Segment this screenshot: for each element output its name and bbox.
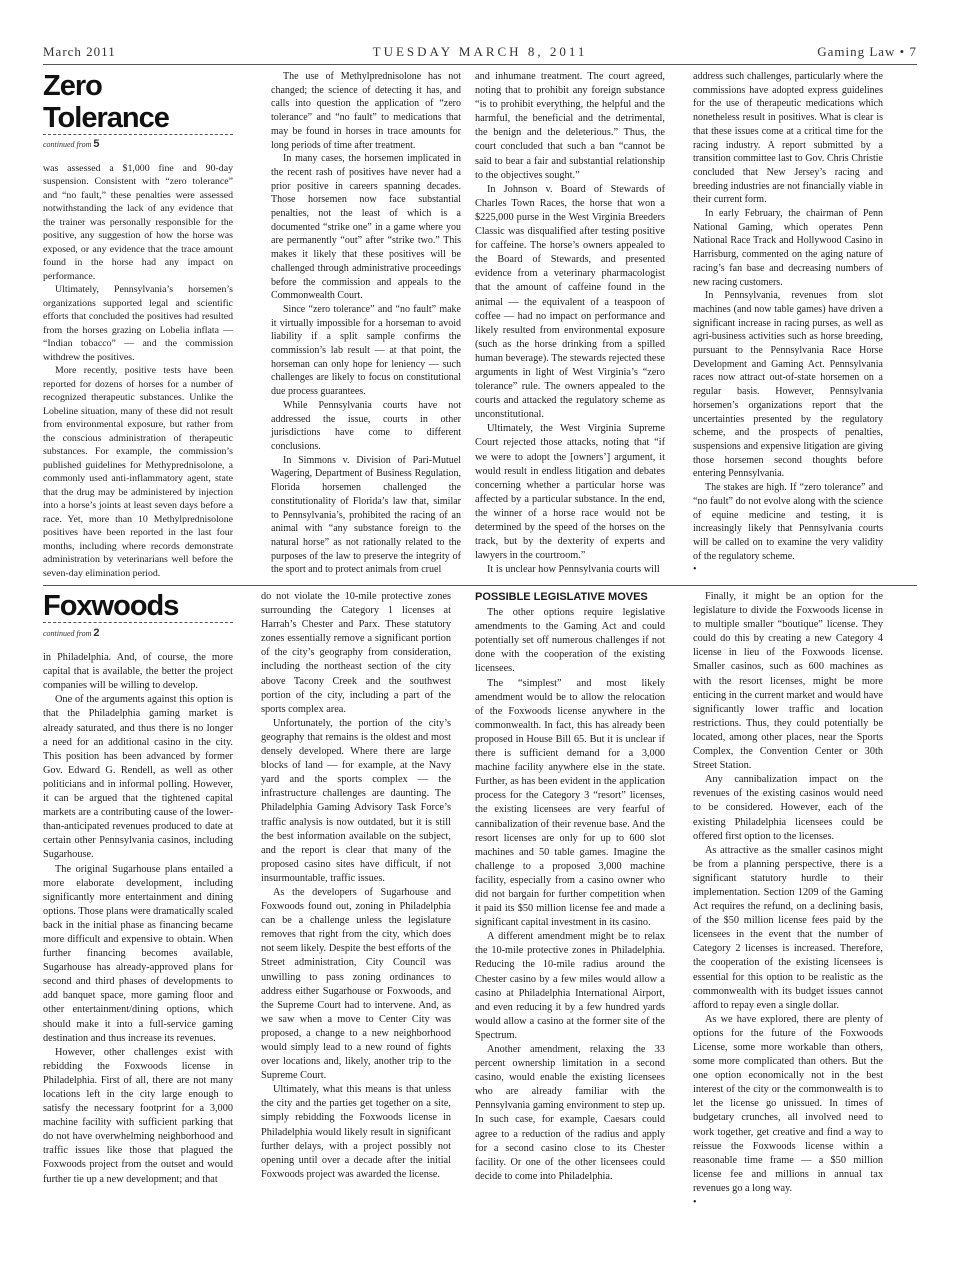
paragraph: In Johnson v. Board of Stewards of Charles Town Races, the horse that won a $225,000 purse in the West Virginia Breeders Classic was disqualified after testing positive for caffeine. The horse’s owners appealed to the Board of Stewards, and presented evidence from a veterinary pharmacologist that the amount of caffeine found in the animal — the equivalent of a teaspoon of coffee — had no impact on performance and likely resulted from environmental exposure (such as the horse drinking from a spilled human beverage). The stewards rejected these arguments in light of West Virginia’s “zero tolerance” rule. The owners appealed to the courts and attacked the regulatory scheme as unconstitutional. <box>475 183 665 421</box>
paragraph: It is unclear how Pennsylvania courts will <box>487 564 660 576</box>
article-title: Zero Tolerance <box>43 70 169 134</box>
fox-col-4 <box>693 590 883 1210</box>
paragraph: The other options require legislative amendments to the Gaming Act and could potentially set off numerous challenges if not done with the cooperation of the existing licensees. <box>475 607 665 675</box>
paragraph: A different amendment might be to relax the 10-mile protective zones in Philadelphia. Reducing the 10-mile radius around the Chester casino by a few miles would allow a casino at Philadelphia International Airport, and even reducing it by a few hundred yards would allow a casino at the former site of the Spectrum. <box>475 931 665 1041</box>
continued-label: continued from <box>43 629 92 638</box>
continued-from <box>43 622 233 651</box>
paragraph: As we have explored, there are plenty of options for the future of the Foxwoods License, some more workable than others, some more complicated than others. But the one option economically not in the best interest of the city or the commonwealth is to let the license go unissued. In times of budgetary crunches, all involved need to work together, get creative and find a way to reissue the Foxwoods license within a reasonable time frame — a $50 million license fee and millions in annual tax revenues go a long way. <box>693 1013 883 1194</box>
paragraph: was assessed a $1,000 fine and 90-day suspension. Consistent with “zero tolerance” and “no fault,” these penalties were assessed notwithstanding the lack of any evidence that the trainer was personally responsible for the positive, any suggestion of how the horse was exposed, or any evidence that the trace amount found in the horse had any impact on performance. <box>43 162 233 282</box>
running-header-section: Gaming Law • 7 <box>817 44 917 59</box>
paragraph: in Philadelphia. And, of course, the more capital that is available, the better the project companies will be willing to develop. <box>43 652 233 692</box>
paragraph: More recently, positive tests have been reported for dozens of horses for a number of recognized therapeutic substances. Unlike the Lobeline situation, many of these did not result from environmental exposure, but rather from the conscious administration of therapeutic substances. For example, the commission’s published guidelines for Methyprednisolone, a commonly used anti-inflammatory agent, state that the drug may be administered by injection into a horse’s joints at least seven days before a race. Yet, more than 10 Methylprednisolone positives have been reported in the last four months, including where records demonstrate administration by veterinarians well before the seven-day elimination period. <box>43 365 233 579</box>
paragraph: Ultimately, what this means is that unless the city and the parties get together on a site, simply rebidding the Foxwoods license in Philadelphia would likely result in significant further delays, with a project possibly not opening until over a decade after the initial Foxwoods project was awarded the license. <box>261 1084 451 1180</box>
paragraph: Finally, it might be an option for the legislature to divide the Foxwoods license in to multiple smaller “boutique” license. They could do this by creating a new Category 4 license in lieu of the Foxwoods license. Smaller casinos, such as 600 machines as with the resort licenses, might be more enticing in the current market and would have significantly lower traffic and location restrictions. Thus, they could potentially be located, among other places, near the Sports Complex, the Convention Center or 30th Street Station. <box>693 591 883 772</box>
continued-page: 5 <box>93 138 100 150</box>
running-header-month: March 2011 <box>43 44 116 59</box>
paragraph: However, other challenges exist with rebidding the Foxwoods license in Philadelphia. First of all, there are not many locations left in the city large enough to satisfy the necessary footprint for a 3,000 machine facility with sufficient parking that do not have overwhelming neighborhood and traffic issues like those that plagued the Foxwoods project from the outset and would further tie up a new development; and that <box>43 1046 233 1185</box>
paragraph: Ultimately, Pennsylvania’s horsemen’s organizations supported legal and scientific efforts that concluded the positives had resulted from the horses grazing on Lobelia inflata — “Indian tobacco” — and the commission withdrew the positives. <box>43 284 233 363</box>
running-header-date: TUESDAY MARCH 8, 2011 <box>372 44 588 59</box>
paragraph: The stakes are high. If “zero tolerance” and “no fault” do not evolve along with the science of equine medicine and testing, it is increasingly likely that Pennsylvania courts will be called on to examine the very validity of the regulatory scheme. <box>693 482 883 562</box>
header-rule <box>43 64 917 65</box>
paragraph: do not violate the 10-mile protective zones surrounding the Category 1 licenses at Harrah’s Chester and Parx. These statutory zones essentially remove a significant portion of the city’s geography from consideration, including the northeast section of the city above Tacony Creek and the southwest portion of the city, including a part of the sports complex area. <box>261 591 451 715</box>
article-title: Foxwoods <box>43 590 179 622</box>
continued-page: 2 <box>93 627 100 639</box>
continued-from <box>43 134 233 162</box>
zero-col-2 <box>271 70 461 577</box>
fox-col-1 <box>43 590 233 1187</box>
paragraph: In Simmons v. Division of Pari-Mutuel Wagering, Department of Business Regulation, Florida horsemen challenged the constitutionality of Florida’s law that, similar to Pennsylvania’s, prohibited the racing of an animal with “any substance foreign to the natural horse” as not rationally related to the purposes of the law to preserve the integrity of the sport and to protect animals from cruel <box>271 454 461 576</box>
fox-col-2 <box>261 590 451 1182</box>
paragraph: Since “zero tolerance” and “no fault” make it virtually impossible for a horseman to avoid liability if a split sample confirms the commission’s lab result — at that point, the horseman can only hope for leniency — such challenges are likely to focus on constitutional due process guarantees. <box>271 303 461 398</box>
zero-col-1 <box>43 70 233 580</box>
paragraph: In early February, the chairman of Penn National Gaming, which operates Penn National Race Track and Hollywood Casino in Harrisburg, commented on the aging nature of racing’s fan base and decreasing numbers of new racing customers. <box>693 208 883 288</box>
end-mark: • <box>693 1197 697 1209</box>
paragraph: Another amendment, relaxing the 33 percent ownership limitation in a second casino, would enable the existing licensees who are already familiar with the Pennsylvania gaming environment to step up. In such case, for example, Caesars could agree to a reduction of the radius and apply for a second casino close to its Chester facility. Or one of the other licensees could decide to come into Philadelphia. <box>475 1044 665 1182</box>
paragraph: Unfortunately, the portion of the city’s geography that remains is the oldest and most densely developed. Where there are large blocks of land — for example, at the Navy yard and the sports complex — the infrastructure challenges are daunting. The Philadelphia Gaming Advisory Task Force’s traffic analysis is now outdated, but it is still the best information available on the subject, and the report is clear that many of the proposed casino sites have difficult, if not insurmountable, traffic issues. <box>261 717 451 884</box>
subhead: POSSIBLE LEGISLATIVE MOVES <box>475 591 648 603</box>
paragraph: In Pennsylvania, revenues from slot machines (and now table games) have driven a significant increase in racing purses, as well as agri-business activities such as horse breeding, pursuant to the Pennsylvania Race Horse Development and Gaming Act. Pennsylvania races now attract out-of-state horsemen on a regular basis. However, Pennsylvania horsemen’s organizations report that the uncertainties presented by the regulatory scheme, and the prospects of penalties, suspensions and expensive litigation are giving those horsemen second thoughts before entering Pennsylvania. <box>693 290 883 480</box>
article-foxwoods <box>43 590 917 1210</box>
zero-col-4 <box>693 70 883 577</box>
end-mark: • <box>693 564 697 576</box>
paragraph: One of the arguments against this option is that the Philadelphia gaming market is already saturated, and thus there is no longer a need for an additional casino in the city. This position has been advanced by former Gov. Edward G. Rendell, as well as other politicians and in informal polling. However, it can be argued that the tightened capital markets are a contributing cause of the lower-than-anticipated revenues produced to date at certain other Pennsylvania casinos, including Sugarhouse. <box>43 694 233 861</box>
paragraph: address such challenges, particularly where the commissions have adopted express guidelines for the use of therapeutic medications which nonetheless result in positives. What is clear is that these issues come at a critical time for the racing industry. A report submitted by a transition committee last to Gov. Chris Christie concluded that New Jersey’s racing and breeding industries are not financially viable in their current form. <box>693 71 883 206</box>
paragraph: Ultimately, the West Virginia Supreme Court rejected those attacks, noting that “if we were to adopt the [owners’] argument, it would result in endless litigation and debates concerning whether a particular horse was affected by a particular substance. In the end, the winner of a horse race would not be determined by the speed of the horses on the track, but by the dexterity of experts and lawyers in the courtroom.” <box>475 423 665 562</box>
section-divider <box>43 585 917 586</box>
continued-label: continued from <box>43 140 92 149</box>
paragraph: While Pennsylvania courts have not addressed the issue, courts in other jurisdictions have come to different conclusions. <box>271 399 461 452</box>
paragraph: Any cannibalization impact on the revenues of the existing casinos would need to be considered. However, each of the existing Philadelphia licensees could be offered first option to the licenses. <box>693 774 883 842</box>
article-zero-tolerance <box>43 70 917 582</box>
paragraph: As the developers of Sugarhouse and Foxwoods found out, zoning in Philadelphia can be a challenge unless the legislature removes that right from the city, which does not seem likely. Despite the best efforts of the Street administration, City Council was unwilling to pass zoning ordinances to address either Sugarhouse or Foxwoods, and the Supreme Court had to intervene. And, as we saw when a move to Center City was proposed, a change to a new neighborhood would simply lead to a new round of fights over locations and, likely, another trip to the Supreme Court. <box>261 886 451 1082</box>
paragraph: As attractive as the smaller casinos might be from a planning perspective, there is a significant statutory hurdle to their implementation. Section 1209 of the Gaming Act requires the refund, on a declining basis, of the $50 million license fees paid by the licensees in the event that the number of Category 2 licenses is increased. Therefore, the cooperation of the existing licensees is essential for this option to be realistic as the commonwealth with its budget issues cannot afford to repay even a single dollar. <box>693 844 883 1011</box>
zero-col-3 <box>475 70 665 577</box>
paragraph: and inhumane treatment. The court agreed, noting that to prohibit any foreign substance “is to prohibit everything, the helpful and the harmful, the beneficial and the detrimental, the benign and the deleterious.” Thus, the court concluded that such a ban “cannot be said to bear a fair and substantial relationship to the objectives sought.” <box>475 71 665 181</box>
paragraph: In many cases, the horsemen implicated in the recent rash of positives have never had a prior positive in careers spanning decades. Those horsemen now face substantial penalties, not the least of which is a documented “strike one” in a game where you are permanently “out” after “strike two.” This makes it likely that these positives will be challenged through administrative proceedings before the commission and appeals to the Commonwealth Court. <box>271 153 461 302</box>
paragraph: The “simplest” and most likely amendment would be to allow the relocation of the Foxwoods license anywhere in the commonwealth. In fact, this has already been proposed in House Bill 65. But it is unclear if there is sufficient demand for a 3,000 machine facility anywhere else in the state. Further, as has been evident in the application process for the Category 3 “resort” licenses, the existing licensees are very fearful of cannibalization of their revenue base. And the resort licenses are only for up to 600 slot machines and 50 table games. Imagine the challenge to a proposed 3,000 machine facility, especially from a casino owner who did not bargain for further competition when it paid its $50 million license fee and made a significant capital investment in its casino. <box>475 677 665 929</box>
fox-col-3 <box>475 590 665 1184</box>
paragraph: The original Sugarhouse plans entailed a more elaborate development, including significantly more entertainment and dining options. Those plans were dramatically scaled back in the initial phase as financing became more difficult and expensive to obtain. When further financing becomes available, Sugarhouse has already-approved plans for second and third phases of developments to add banquet space, more gaming floor and other entertainment/dining options, which should make it into a full-service gaming destination and thus increase its revenues. <box>43 863 233 1044</box>
paragraph: The use of Methylprednisolone has not changed; the science of detecting it has, and calls into question the application of “zero tolerance” and “no fault” to medications that may be found in horses in trace amounts for long periods of time after treatment. <box>271 71 461 151</box>
